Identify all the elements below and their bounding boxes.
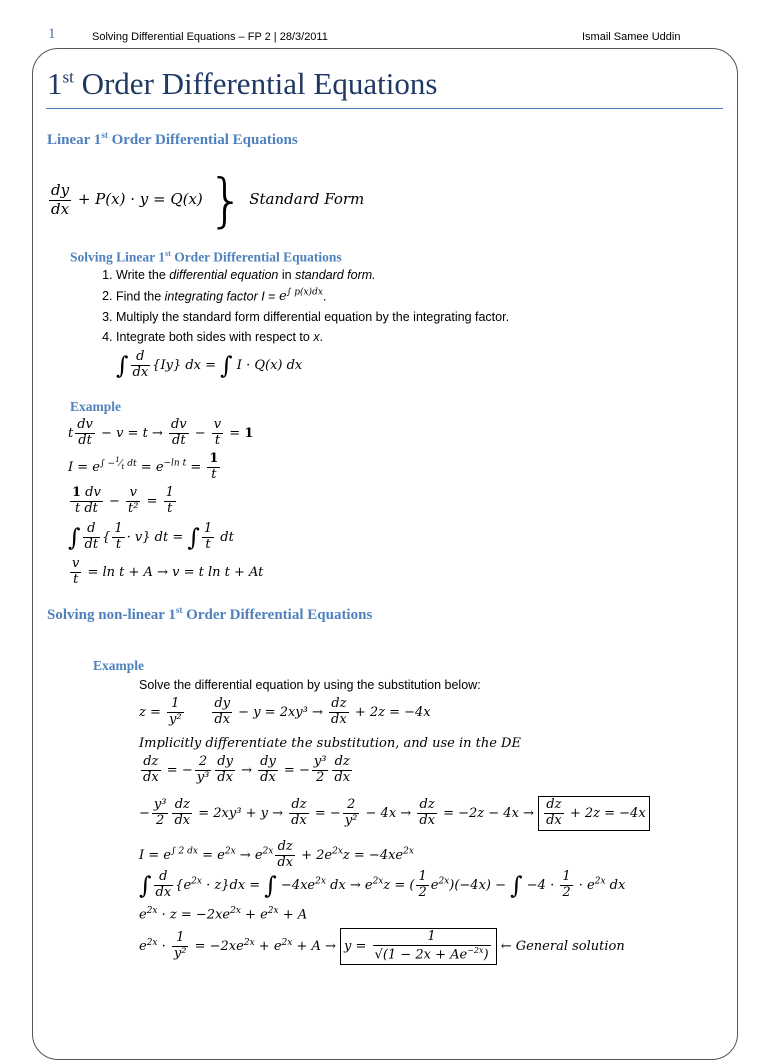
ex2-line-6: $e^{2x} \cdot z = -2xe^{2x} + e^{2x} + A$: [139, 906, 308, 923]
ex2-line-3: − $\frac{\text{y³}}{2}$ $\frac{dz}{dx}$ = 2xy³ + y → $\frac{dz}{dx}$ = − $\frac{2}{\text{y²}}$ − 4x → $\frac{dz}{dx}$ = −2z − 4x → $\frac{dz}{dx}$ + 2z = −4x: [139, 796, 650, 831]
ex1-line-2: $I = e^{\int -^1⁄_t dt} = e^{-ln t}$ = $\frac{1}{t}$: [68, 451, 219, 482]
header-author: Ismail Samee Uddin: [582, 31, 681, 43]
step-4: 4. Integrate both sides with respect to x.: [116, 330, 652, 344]
page-number: 1: [48, 26, 56, 42]
header-doc-info: Solving Differential Equations – FP 2 | 28/3/2011: [92, 31, 328, 43]
ex2-line-1: z = $\frac{1}{\text{y²}}$ $\frac{dy}{dx}$ − y = 2xy³ → $\frac{dz}{dx}$ + 2z = −4x: [139, 696, 431, 727]
ex2-line-2: $\frac{dz}{dx}$ = − $\frac{2}{\text{y³}}$ $\frac{dy}{dx}$ → $\frac{dy}{dx}$ = − $\frac{\text{y³}}{2}$ $\frac{dz}{dx}$: [143, 754, 351, 785]
step-2: 2. Find the integrating factor $I = e^{\int p(x)dx}$.: [116, 288, 652, 304]
example1-heading: Example: [70, 399, 122, 414]
ex2-line-7: $e^{2x}$ · $\frac{1}{\text{y²}}$ = $-2xe^{2x} + e^{2x} + A \to y$ = $\frac{1}{√(1 - 2x + Ae^{-2x})}$ ← General solution: [139, 928, 625, 965]
ex1-line-3: $\frac{1 dv}{\text{t dt}}$ − $\frac{v}{\text{t²}}$ = $\frac{1}{t}$: [72, 485, 174, 516]
ex2-line-4: $I = e^{\int 2 dx} = e^{2x} \to e^{2x}$ $\frac{dz}{dx}$ + $2e^{2x}z = -4xe^{2x}$: [139, 839, 414, 870]
example2-heading: Example: [93, 658, 145, 673]
ex1-line-5: $\frac{v}{t}$ = ln t + A → v = t ln t + At: [72, 556, 264, 587]
standard-form-equation: $\frac{dy}{dx}$ + P(x) · y = Q(x) } Standard Form: [51, 166, 365, 234]
linear-heading: Linear 1st Order Differential Equations: [47, 130, 298, 148]
ex2-line-5: ∫ $\frac{d}{dx}$ $\{e^{2x} \cdot z\}dx$ = ∫ $-4xe^{2x}$ dx → $e^{2x}z$ = ( $\frac{1}{2}$ $e^{2x})(-4x)$ − ∫ −4 · $\frac{1}{2}$ · $e^{2x}$ dx: [139, 869, 626, 900]
example2-intro: Solve the differential equation by using the substitution below:: [139, 678, 481, 692]
step-3: 3. Multiply the standard form differential equation by the integrating factor.: [116, 310, 652, 324]
page-title: 1st Order Differential Equations: [47, 66, 438, 101]
solving-linear-heading: Solving Linear 1st Order Differential Equations: [70, 249, 342, 265]
ex1-line-1: t $\frac{dv}{dt}$ − v = t → $\frac{dv}{dt}$ − $\frac{v}{t}$ = 1: [68, 417, 254, 448]
nonlinear-heading: Solving non-linear 1st Order Differential Equations: [47, 605, 373, 623]
step-1: 1. Write the differential equation in standard form.: [116, 268, 652, 282]
general-solution-label: ← General solution: [500, 939, 625, 955]
ex1-line-4: ∫ $\frac{d}{dt}$ { $\frac{1}{t}$ · v} dt = ∫ $\frac{1}{t}$ dt: [68, 521, 234, 552]
ex2-implicit-note: Implicitly differentiate the substitution, and use in the DE: [139, 736, 521, 751]
integral-identity: ∫ $\frac{d}{dx}$ {Iy} dx = ∫ I · Q(x) dx: [116, 349, 303, 380]
steps-list: [92, 268, 652, 350]
title-rule: [46, 108, 723, 109]
